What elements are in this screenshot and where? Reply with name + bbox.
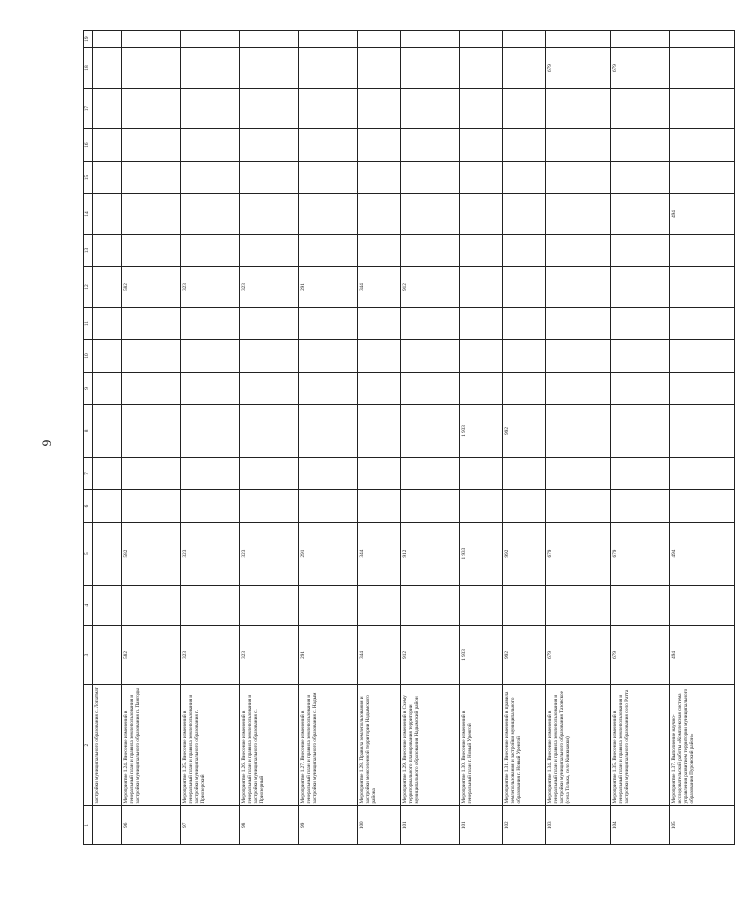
row-number: 101	[401, 806, 460, 845]
row-number: 104	[611, 806, 670, 845]
cell-col-15	[122, 161, 181, 193]
cell-col-7	[503, 457, 546, 489]
cell-col-19	[611, 31, 670, 48]
cell-col-18	[240, 48, 299, 89]
cell-col-19	[122, 31, 181, 48]
cell-col-7	[611, 457, 670, 489]
cell-col-9	[358, 372, 401, 404]
row-name: Мероприятие 1.25. Внесение изменений в генеральный план и правила землепользования и застройки муниципального образования г. Приозерский	[181, 684, 240, 806]
cell-col-7	[358, 457, 401, 489]
cell-col-18: 679	[546, 48, 611, 89]
row-name: Мероприятие 1.28. Правила землепользования и застройки межселенной территории Надымского района	[358, 684, 401, 806]
cell-col-12: 582	[122, 267, 181, 308]
cell-col-4	[670, 585, 735, 626]
cell-col-7	[670, 457, 735, 489]
cell-col-10	[299, 340, 358, 372]
cell-col-5: 679	[546, 522, 611, 585]
cell-col-5: 291	[299, 522, 358, 585]
cell-col-11	[181, 307, 240, 339]
cell-col-17	[240, 88, 299, 129]
cell-col-19	[240, 31, 299, 48]
cell-col-17	[546, 88, 611, 129]
cell-col-14	[181, 194, 240, 235]
cell-col-17	[401, 88, 460, 129]
column-header-6: 6	[84, 490, 93, 522]
column-header-8: 8	[84, 405, 93, 458]
continuation-text: застройки муниципального образования с. Лопатмат	[93, 684, 122, 806]
table-row	[503, 31, 546, 845]
cell-col-14	[240, 194, 299, 235]
cell-col-15	[503, 161, 546, 193]
cell-col-18	[460, 48, 503, 89]
cell-col-17	[670, 88, 735, 129]
column-header-11: 11	[84, 307, 93, 339]
cell-col-6	[670, 490, 735, 522]
cell-col-12: 344	[358, 267, 401, 308]
column-header-10: 10	[84, 340, 93, 372]
cell-col-7	[299, 457, 358, 489]
cell-col-15	[358, 161, 401, 193]
cell-col-12	[460, 267, 503, 308]
cell-col-19	[299, 31, 358, 48]
cell-col-18	[670, 48, 735, 89]
cell-col-8: 992	[503, 405, 546, 458]
row-number: 96	[122, 806, 181, 845]
row-name: Мероприятие 1.34. Внесение изменений в генеральный план и правила землепользования и застройки муниципального образования Тазовское (села Толька, село Киккиакки)	[546, 684, 611, 806]
cell-col-3: 323	[181, 626, 240, 685]
cell-col-14	[611, 194, 670, 235]
cell-col-14	[401, 194, 460, 235]
cell-col-12	[611, 267, 670, 308]
cell-col-15	[299, 161, 358, 193]
cell-col-11	[546, 307, 611, 339]
continuation-row	[93, 31, 122, 845]
cell-col-4	[299, 585, 358, 626]
cell-col-10	[503, 340, 546, 372]
table-row	[299, 31, 358, 845]
cell-col-12	[670, 267, 735, 308]
cell-col-9	[122, 372, 181, 404]
cell-col-4	[401, 585, 460, 626]
cell-col-8	[401, 405, 460, 458]
table-row	[460, 31, 503, 845]
cell-col-16	[460, 129, 503, 161]
cell-col-7	[546, 457, 611, 489]
cell-col-18	[401, 48, 460, 89]
table-row	[611, 31, 670, 845]
cell-col-8	[611, 405, 670, 458]
column-header-12: 12	[84, 267, 93, 308]
row-name: Мероприятие 1.26. Внесение изменений в генеральный план и правила землепользования и застройки муниципального образования с. Приозерный	[240, 684, 299, 806]
column-header-5: 5	[84, 522, 93, 585]
row-name: Мероприятие 1.37. Выполнение научно-исследовательской работы «Комплексная система управления развитием территории муниципального образования Пуровский район»	[670, 684, 735, 806]
cell-col-12	[546, 267, 611, 308]
column-header-15: 15	[84, 161, 93, 193]
cell-col-3: 291	[299, 626, 358, 685]
cell-col-11	[611, 307, 670, 339]
cell-col-11	[122, 307, 181, 339]
cell-col-19	[181, 31, 240, 48]
cell-col-5: 344	[358, 522, 401, 585]
cell-col-19	[546, 31, 611, 48]
cell-col-8	[546, 405, 611, 458]
cell-col-8: 1 933	[460, 405, 503, 458]
cell-col-3: 582	[122, 626, 181, 685]
cell-col-9	[503, 372, 546, 404]
cell-col-9	[299, 372, 358, 404]
cell-col-8	[358, 405, 401, 458]
column-header-3: 3	[84, 626, 93, 685]
cell-col-7	[460, 457, 503, 489]
cell-col-6	[611, 490, 670, 522]
cell-col-5: 323	[240, 522, 299, 585]
cell-col-18	[181, 48, 240, 89]
cell-col-10	[122, 340, 181, 372]
cell-col-7	[122, 457, 181, 489]
cell-col-16	[358, 129, 401, 161]
cell-col-13	[181, 234, 240, 266]
cell-col-15	[611, 161, 670, 193]
cell-col-13	[503, 234, 546, 266]
cell-col-7	[181, 457, 240, 489]
column-header-9: 9	[84, 372, 93, 404]
cell-col-16	[181, 129, 240, 161]
cell-col-12	[503, 267, 546, 308]
column-header-16: 16	[84, 129, 93, 161]
cell-col-10	[546, 340, 611, 372]
cell-col-17	[611, 88, 670, 129]
cell-col-6	[181, 490, 240, 522]
cell-col-5: 323	[181, 522, 240, 585]
column-header-4: 4	[84, 585, 93, 626]
cell	[93, 806, 122, 845]
cell-col-6	[240, 490, 299, 522]
cell-col-3: 679	[546, 626, 611, 685]
row-name: Мероприятие 1.30. Внесение изменений в генеральный план г. Новый Уренгой	[460, 684, 503, 806]
cell-col-17	[299, 88, 358, 129]
cell-col-9	[611, 372, 670, 404]
cell-col-17	[358, 88, 401, 129]
cell-col-4	[460, 585, 503, 626]
cell-col-5: 912	[401, 522, 460, 585]
cell-col-10	[670, 340, 735, 372]
cell-col-16	[299, 129, 358, 161]
cell-col-3: 679	[611, 626, 670, 685]
cell-col-12: 323	[181, 267, 240, 308]
cell-col-3: 912	[401, 626, 460, 685]
cell-col-4	[546, 585, 611, 626]
cell-col-9	[670, 372, 735, 404]
cell-col-18	[358, 48, 401, 89]
cell-col-19	[358, 31, 401, 48]
rotated-table-wrapper	[83, 30, 696, 845]
row-name: Мероприятие 1.27. Внесение изменений в генеральный план и правила землепользования и застройки муниципального образования с. Надым	[299, 684, 358, 806]
cell-col-13	[611, 234, 670, 266]
cell-col-18	[299, 48, 358, 89]
cell-col-11	[358, 307, 401, 339]
cell-col-18	[122, 48, 181, 89]
cell-col-11	[460, 307, 503, 339]
cell-col-8	[670, 405, 735, 458]
cell-col-12: 323	[240, 267, 299, 308]
cell-col-5: 679	[611, 522, 670, 585]
cell-col-3: 992	[503, 626, 546, 685]
cell-col-15	[181, 161, 240, 193]
cell-col-19	[401, 31, 460, 48]
cell-col-4	[358, 585, 401, 626]
cell-col-14	[546, 194, 611, 235]
column-header-17: 17	[84, 88, 93, 129]
cell-col-9	[181, 372, 240, 404]
row-number: 101	[460, 806, 503, 845]
cell-col-9	[460, 372, 503, 404]
cell-col-10	[358, 340, 401, 372]
cell-col-16	[240, 129, 299, 161]
cell-col-13	[401, 234, 460, 266]
cell-col-15	[460, 161, 503, 193]
table-row	[546, 31, 611, 845]
cell-col-5: 992	[503, 522, 546, 585]
row-number: 105	[670, 806, 735, 845]
budget-table	[83, 30, 735, 845]
header-row	[84, 31, 93, 845]
cell-col-16	[122, 129, 181, 161]
cell-col-13	[299, 234, 358, 266]
cell-col-10	[460, 340, 503, 372]
cell-col-10	[240, 340, 299, 372]
cell-col-7	[240, 457, 299, 489]
cell-col-3: 323	[240, 626, 299, 685]
row-name: Мероприятие 1.31. Внесение изменений в правила землепользования и застройки муниципального образования г. Новый Уренгой	[503, 684, 546, 806]
cell-col-12: 291	[299, 267, 358, 308]
table-row	[670, 31, 735, 845]
row-number: 100	[358, 806, 401, 845]
cell-col-19	[670, 31, 735, 48]
row-name: Мероприятие 1.29. Внесение изменений в Схему территориального планирования территории муниципального образования Надымский район	[401, 684, 460, 806]
cell-col-8	[240, 405, 299, 458]
cell-col-16	[670, 129, 735, 161]
cell-col-10	[401, 340, 460, 372]
cell-col-12: 912	[401, 267, 460, 308]
cell-col-11	[299, 307, 358, 339]
column-header-14: 14	[84, 194, 93, 235]
cell-col-17	[181, 88, 240, 129]
cell-col-8	[122, 405, 181, 458]
cell-col-14	[299, 194, 358, 235]
cell-col-14: 494	[670, 194, 735, 235]
cell-col-8	[181, 405, 240, 458]
table-row	[401, 31, 460, 845]
table-row	[240, 31, 299, 845]
cell-col-19	[460, 31, 503, 48]
page-number: 9	[39, 439, 54, 447]
cell-col-3: 344	[358, 626, 401, 685]
cell-col-4	[503, 585, 546, 626]
cell-col-15	[670, 161, 735, 193]
column-header-2: 2	[84, 684, 93, 806]
cell-col-10	[611, 340, 670, 372]
cell-col-15	[546, 161, 611, 193]
row-number: 97	[181, 806, 240, 845]
cell-col-16	[401, 129, 460, 161]
cell-col-9	[546, 372, 611, 404]
cell-col-9	[401, 372, 460, 404]
cell-col-14	[122, 194, 181, 235]
cell-col-4	[181, 585, 240, 626]
column-header-13: 13	[84, 234, 93, 266]
column-header-19: 19	[84, 31, 93, 48]
cell-col-17	[122, 88, 181, 129]
row-number: 99	[299, 806, 358, 845]
cell-col-6	[358, 490, 401, 522]
cell-col-6	[299, 490, 358, 522]
cell-col-19	[503, 31, 546, 48]
cell-col-13	[358, 234, 401, 266]
cell-col-18	[503, 48, 546, 89]
cell-col-14	[358, 194, 401, 235]
cell-col-3: 1 933	[460, 626, 503, 685]
column-header-1: 1	[84, 806, 93, 845]
cell-col-13	[460, 234, 503, 266]
cell-col-11	[670, 307, 735, 339]
cell-col-13	[546, 234, 611, 266]
cell-col-11	[503, 307, 546, 339]
cell-col-5: 1 933	[460, 522, 503, 585]
cell-col-4	[122, 585, 181, 626]
cell-col-13	[670, 234, 735, 266]
cell-col-6	[460, 490, 503, 522]
cell-col-5: 582	[122, 522, 181, 585]
cell-col-14	[503, 194, 546, 235]
cell-col-4	[611, 585, 670, 626]
cell-col-15	[240, 161, 299, 193]
cell-col-8	[299, 405, 358, 458]
cell-col-13	[122, 234, 181, 266]
row-name: Мероприятие 1.24. Внесение изменений в генеральный план и правила землепользования и застройки муниципального образования п. Пангоды	[122, 684, 181, 806]
column-header-18: 18	[84, 48, 93, 89]
cell-col-16	[611, 129, 670, 161]
cell-col-10	[181, 340, 240, 372]
cell-col-3: 494	[670, 626, 735, 685]
cell-col-17	[503, 88, 546, 129]
cell-col-6	[546, 490, 611, 522]
cell-col-9	[240, 372, 299, 404]
cell-col-6	[401, 490, 460, 522]
cell-col-16	[503, 129, 546, 161]
cell-col-4	[240, 585, 299, 626]
row-number: 103	[546, 806, 611, 845]
cell-col-16	[546, 129, 611, 161]
cell-col-5: 494	[670, 522, 735, 585]
cell-col-6	[503, 490, 546, 522]
row-number: 102	[503, 806, 546, 845]
cell-col-14	[460, 194, 503, 235]
table-row	[122, 31, 181, 845]
table-row	[358, 31, 401, 845]
cell-col-15	[401, 161, 460, 193]
table-row	[181, 31, 240, 845]
cell-col-11	[240, 307, 299, 339]
row-number: 98	[240, 806, 299, 845]
cell-col-13	[240, 234, 299, 266]
cell-col-11	[401, 307, 460, 339]
cell-col-18: 679	[611, 48, 670, 89]
cell-col-7	[401, 457, 460, 489]
cell-col-6	[122, 490, 181, 522]
column-header-7: 7	[84, 457, 93, 489]
cell-col-17	[460, 88, 503, 129]
row-name: Мероприятие 1.35. Внесение изменений в генеральный план и правила землепользования и застройки муниципального образования село Ратта	[611, 684, 670, 806]
